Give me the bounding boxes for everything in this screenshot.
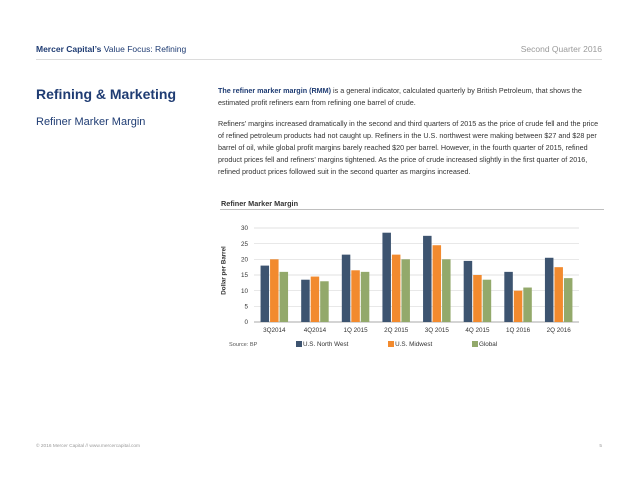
footer-copyright: © 2016 Mercer Capital // www.mercercapital.com (36, 444, 141, 449)
paragraph-1-bold: The refiner marker margin (RMM) (218, 86, 332, 95)
bar (311, 277, 320, 322)
y-tick-label: 20 (240, 256, 248, 264)
bar (261, 266, 270, 322)
bar (564, 278, 573, 322)
x-tick-label: 4Q2014 (303, 327, 327, 334)
section-subtitle: Refiner Marker Margin (36, 116, 146, 128)
header-brand: Mercer Capital’s (36, 44, 102, 54)
bar (473, 275, 482, 322)
legend-item-midwest (388, 341, 432, 348)
y-tick-label: 30 (240, 225, 248, 233)
bar (483, 280, 492, 322)
bar (392, 255, 401, 322)
bar (554, 267, 563, 322)
x-tick-label: 3Q2014 (263, 327, 286, 334)
legend-label-north-west: U.S. North West (303, 341, 349, 348)
header-period: Second Quarter 2016 (520, 44, 602, 54)
chart-legend (296, 341, 535, 348)
bar (382, 233, 391, 322)
bar (361, 272, 370, 322)
bar (442, 259, 451, 322)
bar (401, 259, 410, 322)
legend-swatch-midwest (388, 341, 394, 347)
legend-label-midwest: U.S. Midwest (395, 341, 433, 348)
bar (464, 261, 473, 322)
legend-swatch-global (472, 341, 478, 347)
y-tick-label: 10 (240, 287, 248, 295)
y-axis-label: Dollar per Barrel (220, 246, 228, 295)
legend-swatch-north-west (296, 341, 302, 347)
legend-label-global: Global (478, 341, 498, 348)
chart-title: Refiner Marker Margin (221, 199, 299, 208)
bar (523, 288, 532, 322)
x-tick-label: 1Q 2016 (505, 327, 531, 334)
bar (351, 270, 360, 322)
x-tick-label: 1Q 2015 (343, 327, 368, 334)
bar (270, 259, 279, 322)
paragraph-1-rest: is a general indicator, calculated quarterly by British Petroleum, that shows the estimated profit refiners earn from refining one barrel of crude. (218, 86, 582, 107)
bar (433, 245, 442, 322)
x-tick-label: 4Q 2015 (465, 327, 490, 334)
bar (301, 280, 310, 322)
y-tick-label: 5 (244, 303, 248, 311)
legend-item-north-west (296, 341, 348, 348)
legend-item-global (472, 341, 497, 348)
x-tick-label: 3Q 2015 (424, 327, 449, 334)
y-tick-label: 25 (240, 240, 248, 248)
y-tick-label: 0 (244, 319, 248, 327)
paragraph-2: Refiners’ margins increased dramatically in the second and third quarters of 2015 as the price of crude fell and the price of refined petroleum products had not caught up. Refiners in the U.S. northwest were making between $27 and $28 per barrel of oil, while global profit margins barely reached $20 per barrel. However, in the fourth quarter of 2015, refined product prices fell and refiners’ margins tightened. As the price of crude increased slightly in the first quarter of 2016, refined product prices followed suit in the second quarter as margins increased. (218, 119, 599, 176)
bar (504, 272, 513, 322)
chart-source: Source: BP (229, 342, 258, 348)
bar (280, 272, 289, 322)
bar (514, 291, 523, 322)
section-title: Refining & Marketing (36, 86, 177, 102)
header-series: Value Focus: Refining (101, 44, 187, 54)
y-tick-label: 15 (240, 272, 248, 280)
footer-page-number: 5 (599, 444, 602, 449)
bar (342, 255, 351, 322)
x-tick-label: 2Q 2015 (384, 327, 409, 334)
bar (320, 281, 329, 322)
bar (545, 258, 554, 322)
bar (423, 236, 432, 322)
x-tick-label: 2Q 2016 (546, 327, 571, 334)
